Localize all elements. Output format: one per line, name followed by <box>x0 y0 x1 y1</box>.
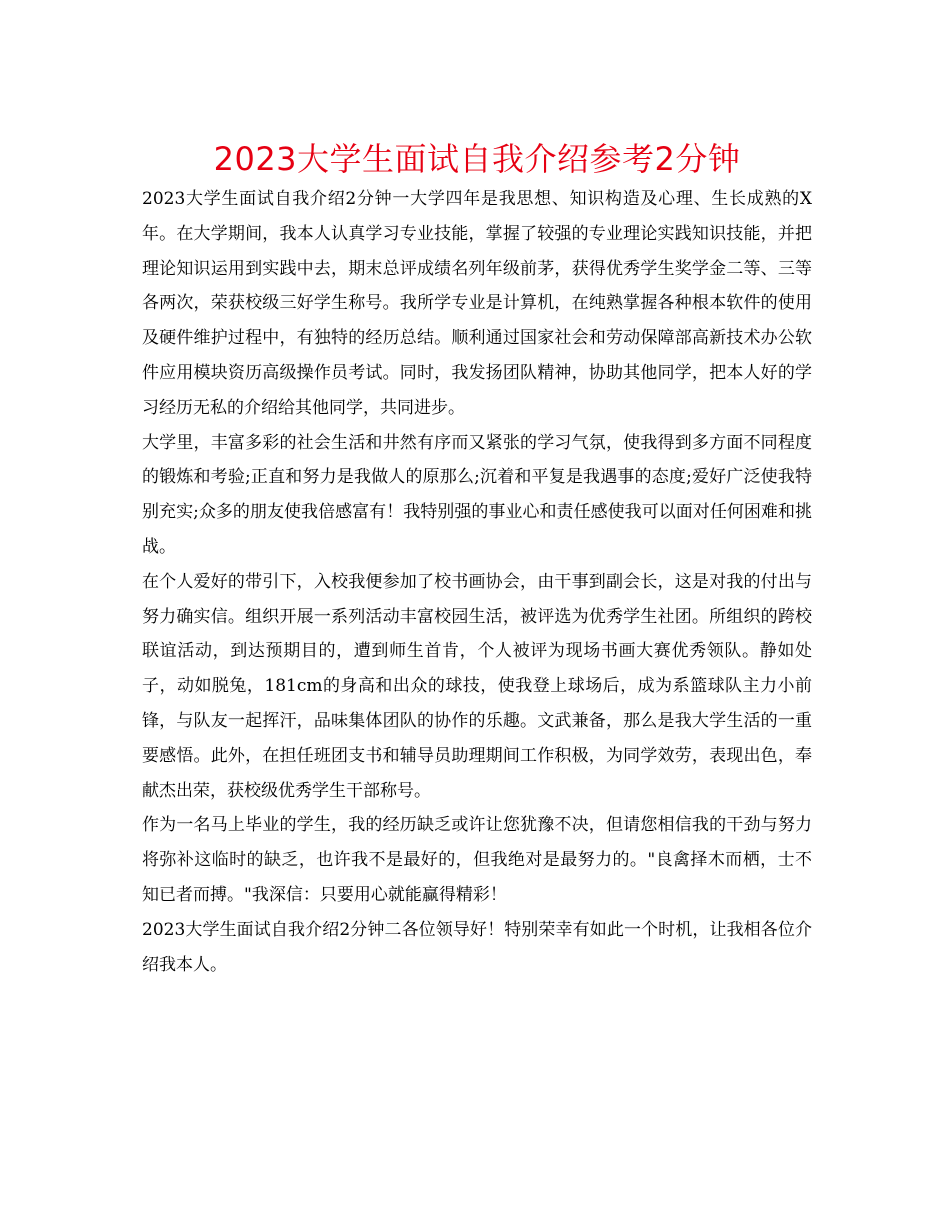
paragraph: 作为一名马上毕业的学生，我的经历缺乏或许让您犹豫不决，但请您相信我的干劲与努力将弥补这临时的缺乏，也许我不是最好的，但我绝对是最努力的。"良禽择木而栖，士不知已者而搏。"我深信：只要用心就能赢得精彩！ <box>142 815 812 905</box>
document-page <box>142 138 812 982</box>
document-title: 2023大学生面试自我介绍参考2分钟 <box>213 140 741 178</box>
paragraph: 在个人爱好的带引下，入校我便参加了校书画协会，由干事到副会长，这是对我的付出与努力确实信。组织开展一系列活动丰富校园生活，被评选为优秀学生社团。所组织的跨校联谊活动，到达预期目的，遭到师生首肯，个人被评为现场书画大赛优秀领队。静如处子，动如脱兔，181cm的身高和出众的球技，使我登上球场后，成为系篮球队主力小前锋，与队友一起挥汗，品味集体团队的协作的乐趣。文武兼备，那么是我大学生活的一重要感悟。此外，在担任班团支书和辅导员助理期间工作积极，为同学效劳，表现出色，奉献杰出荣，获校级优秀学生干部称号。 <box>142 571 812 801</box>
paragraph: 2023大学生面试自我介绍2分钟一大学四年是我思想、知识构造及心理、生长成熟的X年。在大学期间，我本人认真学习专业技能，掌握了较强的专业理论实践知识技能，并把理论知识运用到实践中去，期末总评成绩名列年级前茅，获得优秀学生奖学金二等、三等各两次，荣获校级三好学生称号。我所学专业是计算机，在纯熟掌握各种根本软件的使用及硬件维护过程中，有独特的经历总结。顺利通过国家社会和劳动保障部高新技术办公软件应用模块资历高级操作员考试。同时，我发扬团队精神，协助其他同学，把本人好的学习经历无私的介绍给其他同学，共同进步。 <box>142 189 812 418</box>
document-body <box>142 182 812 982</box>
paragraph: 大学里，丰富多彩的社会生活和井然有序而又紧张的学习气氛，使我得到多方面不同程度的锻炼和考验;正直和努力是我做人的原那么;沉着和平复是我遇事的态度;爱好广泛使我特别充实;众多的朋友使我倍感富有！我特别强的事业心和责任感使我可以面对任何困难和挑战。 <box>142 432 812 557</box>
paragraph: 2023大学生面试自我介绍2分钟二各位领导好！特别荣幸有如此一个时机，让我相各位介绍我本人。 <box>142 919 812 975</box>
